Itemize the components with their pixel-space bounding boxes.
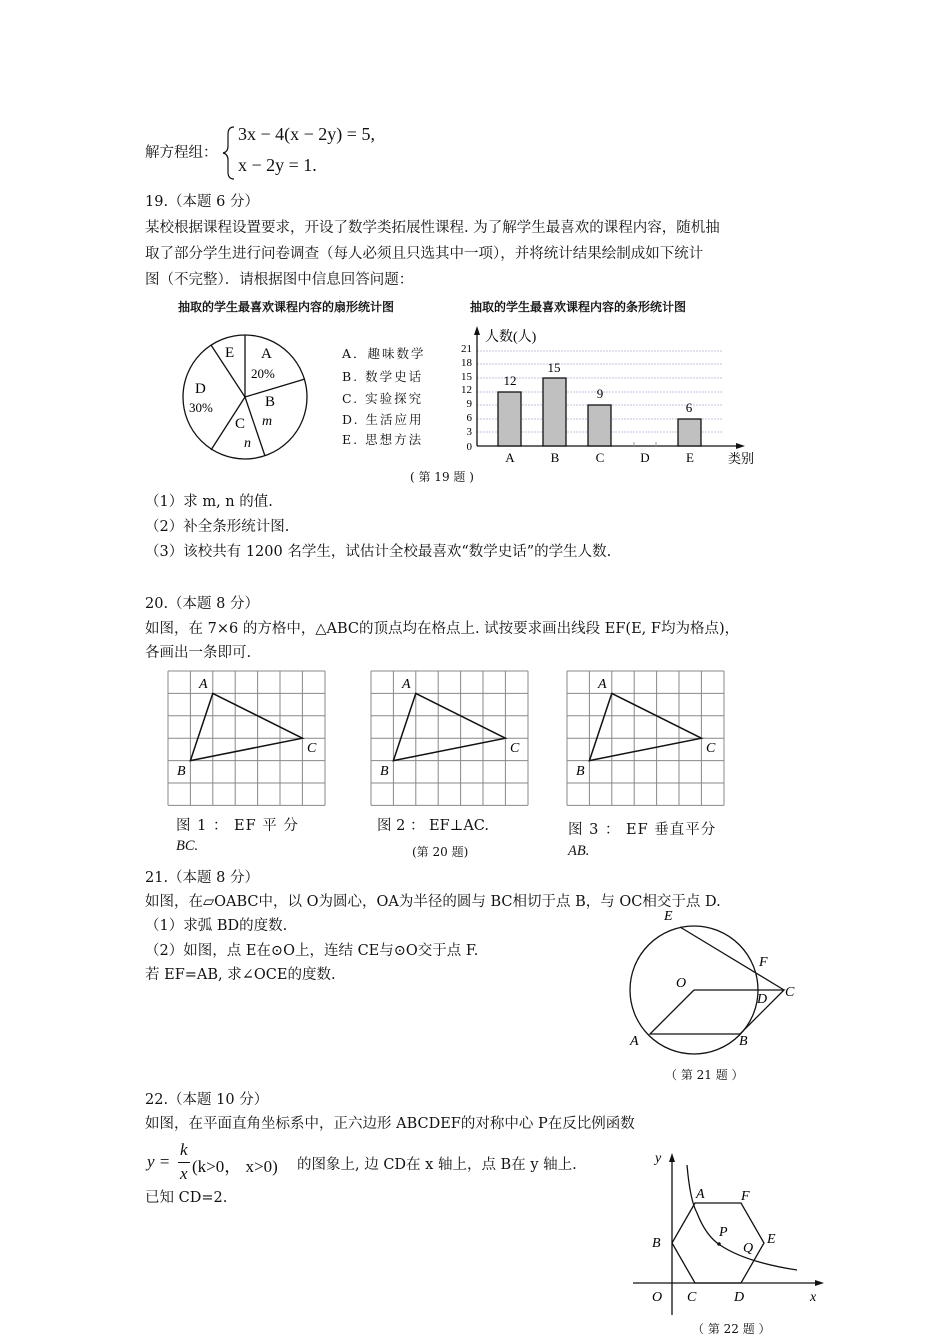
x-tick-c: C xyxy=(595,450,605,465)
fig3-caption-line2: AB. xyxy=(568,843,590,859)
pie-label-d-pct: 30% xyxy=(189,400,213,415)
bar-chart-title: 抽取的学生最喜欢课程内容的条形统计图 xyxy=(470,300,687,314)
svg-text:y: y xyxy=(655,1151,662,1166)
fig2-caption: 图 2 ： EF⊥AC. xyxy=(377,818,489,834)
svg-text:O: O xyxy=(676,976,687,991)
svg-text:Q: Q xyxy=(743,1241,754,1256)
q21-question-2: （2）如图，点 E在⊙O上，连结 CE与⊙O交于点 F. xyxy=(145,943,479,959)
pie-label-d: D xyxy=(195,381,206,397)
svg-text:B: B xyxy=(652,1236,661,1251)
svg-text:0: 0 xyxy=(466,441,472,453)
svg-text:A: A xyxy=(630,1034,639,1049)
q22-body3: 已知 CD=2. xyxy=(145,1190,228,1206)
pie-label-b-var: m xyxy=(262,414,273,429)
svg-text:B: B xyxy=(739,1034,748,1049)
pie-label-c-var: n xyxy=(244,436,251,451)
svg-text:15: 15 xyxy=(461,371,472,383)
legend-e: E. 思想方法 xyxy=(342,432,424,447)
pie-label-a-pct: 20% xyxy=(251,366,275,381)
pie-label-c: C xyxy=(235,416,246,432)
q21-figure-caption: （ 第 21 题 ） xyxy=(665,1068,744,1082)
svg-text:A: A xyxy=(402,677,411,692)
pie-label-b: B xyxy=(265,394,276,410)
q19-question-3: （3）该校共有 1200 名学生，试估计全校最喜欢“数学史话”的学生人数. xyxy=(145,544,612,560)
svg-text:C: C xyxy=(785,985,795,1000)
fig3-caption-line1: 图 3 ： EF 垂直平分 xyxy=(568,822,717,838)
label-c: C xyxy=(307,741,317,756)
pie-label-e: E xyxy=(225,345,235,361)
legend-d: D. 生活应用 xyxy=(342,412,424,427)
q18-eq2: x − 2y = 1. xyxy=(238,155,317,175)
svg-text:O: O xyxy=(652,1290,663,1305)
legend-a: A．趣味数学 xyxy=(342,346,426,361)
q18-prefix: 解方程组： xyxy=(145,145,218,161)
x-tick-a: A xyxy=(505,450,515,465)
q21-question-1: （1）求弧 BD的度数. xyxy=(145,918,288,934)
label-a: A xyxy=(199,677,208,692)
q18-eq1: 3x − 4(x − 2y) = 5, xyxy=(238,124,375,144)
x-axis-label: 类别 xyxy=(728,451,755,466)
bar-value-a: 12 xyxy=(503,373,517,388)
fig1-caption-line2: BC. xyxy=(176,838,199,854)
legend-c: C. 实验探究 xyxy=(342,391,424,406)
svg-text:B: B xyxy=(380,764,389,779)
svg-text:12: 12 xyxy=(461,384,472,396)
q22-figure-caption: （ 第 22 题 ） xyxy=(692,1322,771,1336)
q19-question-2: （2）补全条形统计图. xyxy=(145,519,290,535)
svg-text:P: P xyxy=(719,1225,728,1240)
svg-text:A: A xyxy=(598,677,607,692)
label-b: B xyxy=(177,764,186,779)
svg-text:A: A xyxy=(696,1187,705,1202)
x-tick-b: B xyxy=(550,450,560,465)
q20-body-line2: 各画出一条即可. xyxy=(145,645,252,661)
bar-value-c: 9 xyxy=(596,386,604,401)
svg-text:3: 3 xyxy=(466,426,472,438)
q20-figure-caption: (第 20 题) xyxy=(412,845,469,859)
svg-text:9: 9 xyxy=(466,398,472,410)
svg-text:D: D xyxy=(734,1290,745,1305)
q20-header: 20.（本题 8 分） xyxy=(145,596,260,612)
pie-label-a: A xyxy=(261,346,272,362)
q21-question-2b: 若 EF=AB, 求∠OCE的度数. xyxy=(145,967,336,983)
legend-b: B. 数学史话 xyxy=(342,369,424,384)
svg-text:F: F xyxy=(741,1189,750,1204)
svg-text:6: 6 xyxy=(466,412,472,424)
q22-header: 22.（本题 10 分） xyxy=(145,1092,269,1108)
pie-chart-title: 抽取的学生最喜欢课程内容的扇形统计图 xyxy=(178,300,395,314)
svg-text:21: 21 xyxy=(461,343,472,355)
svg-text:F: F xyxy=(759,955,768,970)
q19-body-line1: 某校根据课程设置要求，开设了数学类拓展性课程. 为了解学生最喜欢的课程内容，随机抽 xyxy=(145,220,720,236)
svg-text:E: E xyxy=(664,909,673,924)
y-axis-label: 人数(人) xyxy=(485,330,537,345)
q20-body-line1: 如图，在 7×6 的方格中，△ABC的顶点均在格点上. 试按要求画出线段 EF(E, F均为格点)， xyxy=(145,621,740,637)
x-tick-d: D xyxy=(640,450,650,465)
fig1-caption-line1: 图 1 ： EF 平 分 xyxy=(176,818,299,834)
q19-question-1: （1）求 m, n 的值. xyxy=(145,494,273,510)
svg-text:E: E xyxy=(767,1232,776,1247)
q19-header: 19.（本题 6 分） xyxy=(145,194,260,210)
q21-body: 如图，在▱OABC中，以 O为圆心，OA为半径的圆与 BC相切于点 B，与 OC相交于点 D. xyxy=(145,894,721,910)
svg-text:x: x xyxy=(810,1290,817,1305)
svg-text:C: C xyxy=(687,1290,697,1305)
q21-header: 21.（本题 8 分） xyxy=(145,870,260,886)
bar-value-e: 6 xyxy=(685,400,693,415)
x-tick-e: E xyxy=(686,450,694,465)
svg-text:18: 18 xyxy=(461,357,472,369)
q22-body2: 的图象上, 边 CD在 x 轴上，点 B在 y 轴上. xyxy=(297,1157,577,1173)
svg-text:C: C xyxy=(706,741,716,756)
q19-body-line3: 图（不完整）．请根据图中信息回答问题： xyxy=(145,272,414,288)
svg-text:C: C xyxy=(510,741,520,756)
svg-text:B: B xyxy=(576,764,585,779)
bar-value-b: 15 xyxy=(547,360,561,375)
svg-text:D: D xyxy=(757,992,768,1007)
q22-body1: 如图，在平面直角坐标系中，正六边形 ABCDEF的对称中心 P在反比例函数 xyxy=(145,1116,635,1132)
q19-figure-caption: ( 第 19 题 ) xyxy=(410,470,474,484)
q19-body-line2: 取了部分学生进行问卷调查（每人必须且只选其中一项），并将统计结果绘制成如下统计 xyxy=(145,246,704,262)
